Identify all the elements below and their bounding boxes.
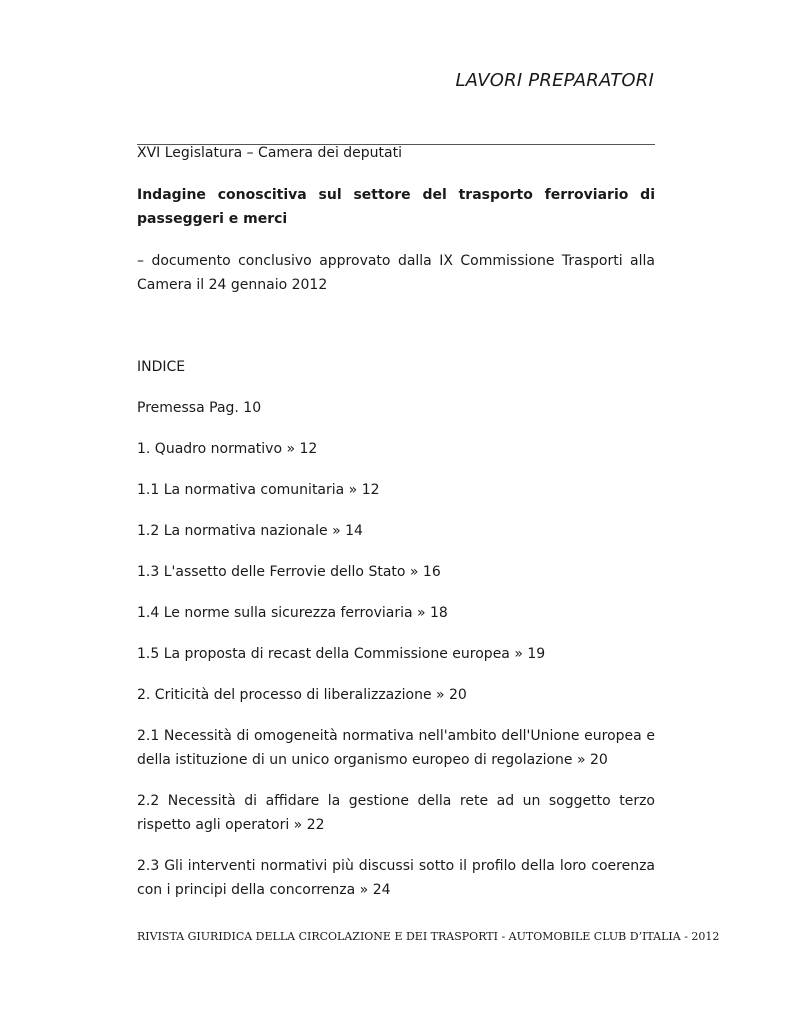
toc-entry-premessa: Premessa Pag. 10 bbox=[137, 400, 262, 416]
document-title: Indagine conoscitiva sul settore del trasporto ferroviario di passeggeri e merci bbox=[137, 187, 655, 227]
running-header: LAVORI PREPARATORI bbox=[455, 70, 654, 91]
toc-entry-1: 1. Quadro normativo » 12 bbox=[137, 441, 318, 457]
toc-entry-1-2: 1.2 La normativa nazionale » 14 bbox=[137, 523, 363, 539]
table-of-contents bbox=[137, 396, 655, 902]
page-footer: RIVISTA GIURIDICA DELLA CIRCOLAZIONE E DEI TRASPORTI - AUTOMOBILE CLUB D’ITALIA - 2012 bbox=[137, 930, 720, 943]
toc-entry-2: 2. Criticità del processo di liberalizzazione » 20 bbox=[137, 687, 467, 703]
toc-entry-2-3: 2.3 Gli interventi normativi più discussi sotto il profilo della loro coerenza con i principi della concorrenza » 24 bbox=[137, 858, 655, 898]
toc-entry-1-5: 1.5 La proposta di recast della Commissione europea » 19 bbox=[137, 646, 546, 662]
index-heading: INDICE bbox=[137, 359, 186, 375]
legislature-line: XVI Legislatura – Camera dei deputati bbox=[137, 145, 402, 161]
toc-entry-1-1: 1.1 La normativa comunitaria » 12 bbox=[137, 482, 380, 498]
toc-entry-1-4: 1.4 Le norme sulla sicurezza ferroviaria » 18 bbox=[137, 605, 448, 621]
document-subtitle: – documento conclusivo approvato dalla IX Commissione Trasporti alla Camera il 24 gennaio 2012 bbox=[137, 253, 655, 293]
toc-entry-2-2: 2.2 Necessità di affidare la gestione della rete ad un soggetto terzo rispetto agli operatori » 22 bbox=[137, 793, 655, 833]
toc-entry-1-3: 1.3 L'assetto delle Ferrovie dello Stato » 16 bbox=[137, 564, 441, 580]
toc-entry-2-1: 2.1 Necessità di omogeneità normativa nell'ambito dell'Unione europea e della istituzione di un unico organismo europeo di regolazione » 20 bbox=[137, 728, 655, 768]
document-body bbox=[137, 144, 655, 902]
